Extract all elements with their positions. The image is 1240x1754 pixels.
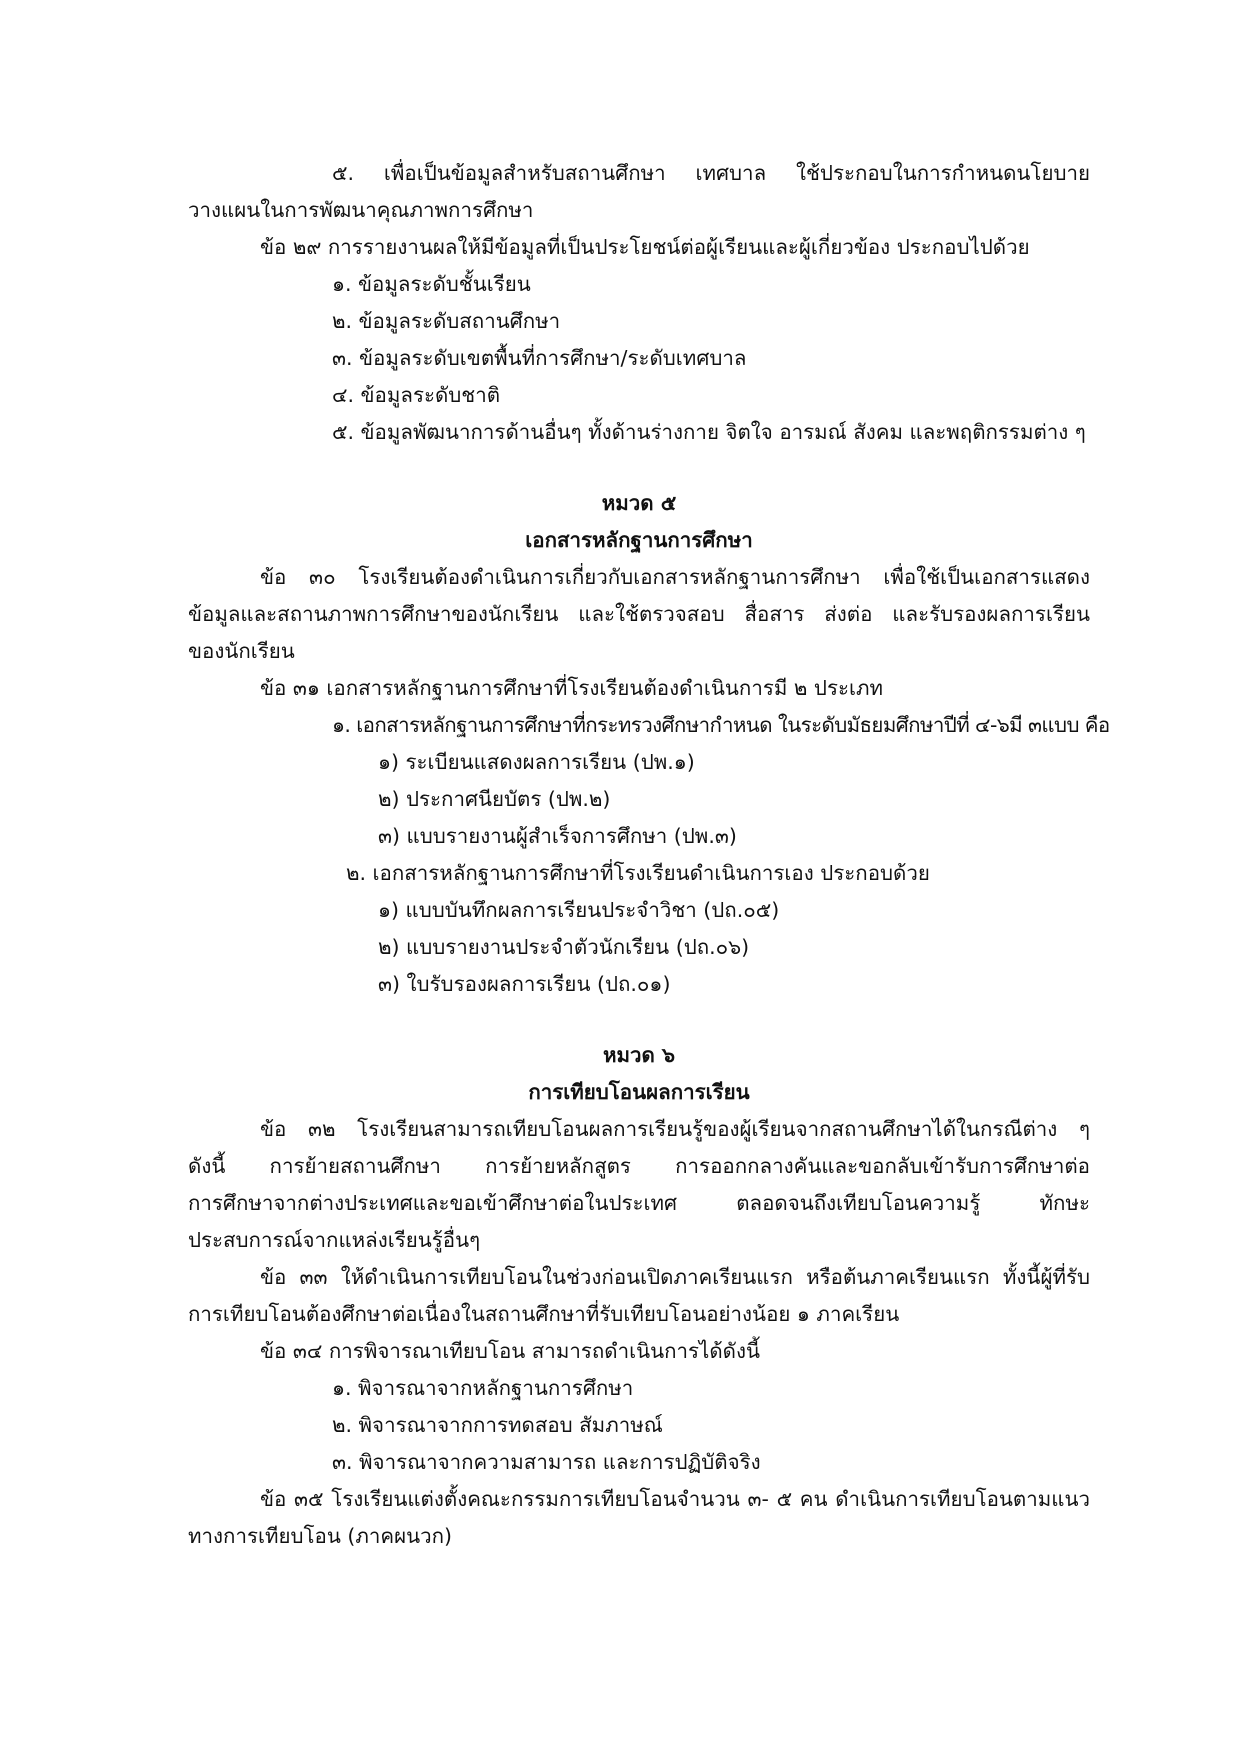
chapter-6-title: การเทียบโอนผลการเรียน [528, 1080, 750, 1104]
article-31-type-2-doc-3: ๓) ใบรับรองผลการเรียน (ปถ.๐๑) [378, 972, 671, 996]
article-31-type-1-doc-3: ๓) แบบรายงานผู้สำเร็จการศึกษา (ปพ.๓) [378, 824, 737, 848]
chapter-5-title: เอกสารหลักฐานการศึกษา [525, 528, 753, 552]
article-35-line-2: ทางการเทียบโอน (ภาคผนวก) [188, 1524, 453, 1548]
article-31-type-2-doc-2: ๒) แบบรายงานประจำตัวนักเรียน (ปถ.๐๖) [378, 935, 750, 959]
article-33-line-2: การเทียบโอนต้องศึกษาต่อเนื่องในสถานศึกษาที่รับเทียบโอนอย่างน้อย ๑ ภาคเรียน [188, 1302, 900, 1326]
article-30-line-1: ข้อ ๓๐ โรงเรียนต้องดำเนินการเกี่ยวกับเอกสารหลักฐานการศึกษา เพื่อใช้เป็นเอกสารแสดง [260, 565, 1090, 589]
article-31-type-1-doc-2: ๒) ประกาศนียบัตร (ปพ.๒) [378, 787, 611, 811]
chapter-6-number: หมวด ๖ [602, 1043, 675, 1067]
article-32-line-4: ประสบการณ์จากแหล่งเรียนรู้อื่นๆ [188, 1228, 481, 1252]
article-31: ข้อ ๓๑ เอกสารหลักฐานการศึกษาที่โรงเรียนต้องดำเนินการมี ๒ ประเภท [260, 676, 883, 700]
article-33-line-1: ข้อ ๓๓ ให้ดำเนินการเทียบโอนในช่วงก่อนเปิดภาคเรียนแรก หรือต้นภาคเรียนแรก ทั้งนี้ผู้ที่รับ [260, 1265, 1090, 1289]
article-30-line-2: ข้อมูลและสถานภาพการศึกษาของนักเรียน และใช้ตรวจสอบ สื่อสาร ส่งต่อ และรับรองผลการเรียน [188, 602, 1090, 626]
article-29: ข้อ ๒๙ การรายงานผลให้มีข้อมูลที่เป็นประโยชน์ต่อผู้เรียนและผู้เกี่ยวข้อง ประกอบไปด้วย [260, 235, 1030, 259]
article-29-item-5: ๕. ข้อมูลพัฒนาการด้านอื่นๆ ทั้งด้านร่างกาย จิตใจ อารมณ์ สังคม และพฤติกรรมต่าง ๆ [332, 420, 1086, 444]
item-5-purpose-line-2: วางแผนในการพัฒนาคุณภาพการศึกษา [188, 198, 534, 222]
article-32-line-1: ข้อ ๓๒ โรงเรียนสามารถเทียบโอนผลการเรียนรู้ของผู้เรียนจากสถานศึกษาได้ในกรณีต่าง ๆ [260, 1117, 1090, 1141]
article-32-line-3: การศึกษาจากต่างประเทศและขอเข้าศึกษาต่อในประเทศ ตลอดจนถึงเทียบโอนความรู้ ทักษะ [188, 1191, 1090, 1215]
article-34-item-2: ๒. พิจารณาจากการทดสอบ สัมภาษณ์ [332, 1413, 663, 1437]
article-29-item-3: ๓. ข้อมูลระดับเขตพื้นที่การศึกษา/ระดับเทศบาล [332, 346, 747, 370]
article-31-type-2: ๒. เอกสารหลักฐานการศึกษาที่โรงเรียนดำเนินการเอง ประกอบด้วย [346, 861, 930, 885]
article-31-type-2-doc-1: ๑) แบบบันทึกผลการเรียนประจำวิชา (ปถ.๐๕) [378, 898, 780, 922]
chapter-5-number: หมวด ๕ [601, 491, 677, 515]
article-31-type-1: ๑. เอกสารหลักฐานการศึกษาที่กระทรวงศึกษากำหนด ในระดับมัธยมศึกษาปีที่ ๔-๖มี ๓แบบ คือ [332, 713, 1110, 737]
article-34: ข้อ ๓๔ การพิจารณาเทียบโอน สามารถดำเนินการได้ดังนี้ [260, 1339, 761, 1363]
article-34-item-1: ๑. พิจารณาจากหลักฐานการศึกษา [332, 1376, 634, 1400]
article-29-item-2: ๒. ข้อมูลระดับสถานศึกษา [332, 309, 561, 333]
article-29-item-4: ๔. ข้อมูลระดับชาติ [332, 383, 501, 407]
article-30-line-3: ของนักเรียน [188, 639, 295, 663]
article-32-line-2: ดังนี้ การย้ายสถานศึกษา การย้ายหลักสูตร การออกกลางคันและขอกลับเข้ารับการศึกษาต่อ [188, 1154, 1090, 1178]
item-5-purpose-line-1: ๕. เพื่อเป็นข้อมูลสำหรับสถานศึกษา เทศบาล ใช้ประกอบในการกำหนดนโยบาย [332, 161, 1090, 185]
article-34-item-3: ๓. พิจารณาจากความสามารถ และการปฏิบัติจริง [332, 1450, 761, 1474]
article-29-item-1: ๑. ข้อมูลระดับชั้นเรียน [332, 272, 531, 296]
article-31-type-1-doc-1: ๑) ระเบียนแสดงผลการเรียน (ปพ.๑) [378, 750, 695, 774]
article-35-line-1: ข้อ ๓๕ โรงเรียนแต่งตั้งคณะกรรมการเทียบโอนจำนวน ๓- ๕ คน ดำเนินการเทียบโอนตามแนว [260, 1487, 1090, 1511]
